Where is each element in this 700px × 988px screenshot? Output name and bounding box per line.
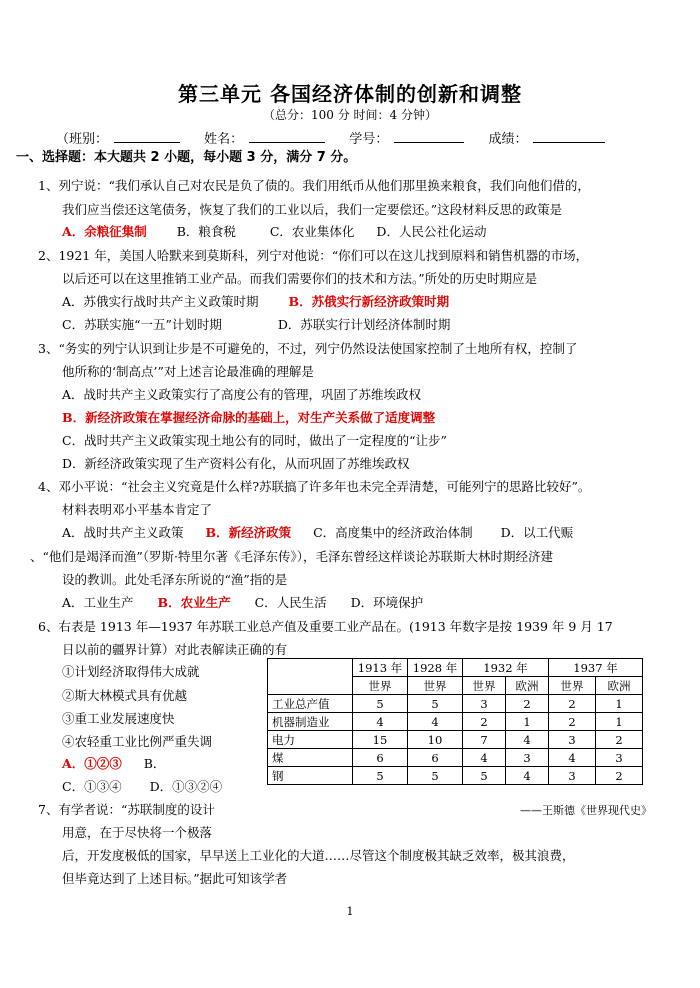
section-heading: 一、选择题：本大题共 2 小题，每小题 3 分，满分 7 分。 [16, 150, 357, 165]
name-label: 姓名： [204, 132, 244, 147]
table-scope-cell: 欧洲 [506, 677, 549, 695]
q7-line3: 后，开发度极低的国家，早早送上工业化的大道……尽管这个制度极其缺乏效率，极其浪费， [62, 848, 575, 863]
table-cell: 15 [353, 731, 408, 749]
q6-option-d: D．①③②④ [149, 779, 223, 794]
table-cell: 4 [408, 713, 463, 731]
q6-statement-4: ④农轻重工业比例严重失调 [62, 734, 213, 749]
q1-options [62, 224, 486, 240]
q6-statement-1: ①计划经济取得伟大成就 [62, 664, 200, 679]
q5-options [62, 595, 423, 611]
table-scope-cell: 欧洲 [596, 677, 643, 695]
table-row-label: 电力 [268, 731, 353, 749]
table-cell: 2 [549, 695, 596, 713]
table-cell: 5 [353, 695, 408, 713]
q5-option-a: A．工业生产 [62, 595, 134, 610]
q6-statement-2: ②斯大林模式具有优越 [62, 688, 188, 703]
table-row [268, 749, 643, 767]
table-year-cell: 1937 年 [549, 659, 643, 677]
table-cell: 2 [506, 695, 549, 713]
table-cell: 6 [353, 749, 408, 767]
q7-line2: 用意，在于尽快将一个极落 [62, 825, 213, 840]
class-blank [114, 130, 180, 143]
q6-options-ab [62, 756, 165, 772]
table-cell: 5 [353, 767, 408, 785]
table-corner-cell [268, 659, 353, 695]
table-scope-cell: 世界 [463, 677, 506, 695]
table-cell: 4 [549, 749, 596, 767]
score-blank [533, 130, 605, 143]
q4-options [62, 525, 573, 541]
table-cell: 3 [549, 767, 596, 785]
q2-option-b: B．苏俄实行新经济政策时期 [288, 294, 450, 309]
table-cell: 2 [596, 731, 643, 749]
page-title: 第三单元 各国经济体制的创新和调整 [178, 82, 522, 106]
q2-option-d: D．苏联实行计划经济体制时期 [277, 317, 451, 332]
table-row [268, 713, 643, 731]
q1-option-a: A．余粮征集制 [62, 224, 147, 239]
table-cell: 1 [596, 713, 643, 731]
q1-line2: 我们应当偿还这笔债务，恢复了我们的工业以后，我们一定要偿还。”这段材料反思的政策是 [62, 202, 563, 217]
table-cell: 4 [506, 731, 549, 749]
q5-option-c: C．人民生活 [254, 595, 327, 610]
table-cell: 10 [408, 731, 463, 749]
q3-option-a: A．战时共产主义政策实行了高度公有的管理，巩固了苏维埃政权 [62, 387, 422, 402]
q5-option-b: B．农业生产 [157, 595, 231, 610]
table-cell: 3 [506, 749, 549, 767]
q4-option-a: A．战时共产主义政策 [62, 525, 184, 540]
table-cell: 3 [596, 749, 643, 767]
table-year-row [268, 659, 643, 677]
table-cell: 5 [408, 695, 463, 713]
number-label: 学号： [349, 132, 389, 147]
q1-option-d: D．人民公社化运动 [376, 224, 487, 239]
q5-line1: 、“他们是竭泽而渔”（罗斯·特里尔著《毛泽东传》），毛泽东曾经这样谈论苏联斯大林时期经济建 [30, 549, 554, 564]
q3-option-b: B．新经济政策在掌握经济命脉的基础上，对生产关系做了适度调整 [62, 410, 436, 425]
table-scope-cell: 世界 [408, 677, 463, 695]
q3-line2: 他所称的‘制高点’”对上述言论最准确的理解是 [62, 364, 314, 379]
table-cell: 5 [463, 767, 506, 785]
table-cell: 7 [463, 731, 506, 749]
table-row-label: 机器制造业 [268, 713, 353, 731]
q4-line1: 4、邓小平说：“社会主义究竟是什么样?苏联搞了许多年也未完全弄清楚，可能列宁的思路比较好”。 [38, 479, 591, 494]
table-cell: 5 [408, 767, 463, 785]
table-year-cell: 1928 年 [408, 659, 463, 677]
table-row [268, 767, 643, 785]
q2-options-cd [62, 317, 450, 333]
table-cell: 1 [506, 713, 549, 731]
q4-option-d: D．以工代赈 [500, 525, 574, 540]
q2-option-c: C．苏联实施“一五”计划时期 [62, 317, 222, 332]
soviet-industry-table [267, 658, 643, 785]
q3-option-d: D．新经济政策实现了生产资料公有化，从而巩固了苏维埃政权 [62, 456, 410, 471]
page-subtitle: （总分：100 分 时间：4 分钟） [263, 108, 437, 122]
table-cell: 2 [596, 767, 643, 785]
table-cell: 3 [549, 731, 596, 749]
table-cell: 2 [463, 713, 506, 731]
table-cell: 2 [549, 713, 596, 731]
table-cell: 4 [506, 767, 549, 785]
q5-line2: 设的教训。此处毛泽东所说的“渔”指的是 [62, 572, 288, 587]
q1-option-c: C．农业集体化 [269, 224, 355, 239]
table-scope-cell: 世界 [353, 677, 408, 695]
table-cell: 4 [463, 749, 506, 767]
q1-option-b: B．粮食税 [176, 224, 236, 239]
class-label: （班别： [56, 132, 109, 147]
q7-line1: 7、有学者说：“苏联制度的设计 [38, 802, 215, 817]
q6-line2: 日以前的疆界计算）对此表解读正确的有 [62, 642, 288, 657]
name-blank [249, 130, 325, 143]
page-number: 1 [346, 905, 354, 918]
q7-line4: 但毕竟达到了上述目标。”据此可知该学者 [62, 871, 288, 886]
table-row [268, 731, 643, 749]
table-cell: 1 [596, 695, 643, 713]
q6-options-cd [62, 779, 222, 795]
q6-option-b: B． [143, 756, 166, 771]
table-row-label: 煤 [268, 749, 353, 767]
q4-option-b: B．新经济政策 [205, 525, 292, 540]
table-year-cell: 1932 年 [463, 659, 549, 677]
table-row-label: 工业总产值 [268, 695, 353, 713]
q4-line2: 材料表明邓小平基本肯定了 [62, 502, 213, 517]
table-source: ——王斯德《世界现代史》 [520, 804, 652, 817]
number-blank [394, 130, 464, 143]
q2-line2: 以后还可以在这里推销工业产品。而我们需要你们的技术和方法。”所处的历史时期应是 [62, 271, 538, 286]
table-row [268, 695, 643, 713]
q2-line1: 2、1921 年，美国人哈默来到莫斯科，列宁对他说：“你们可以在这儿找到原料和销售机器的市场， [38, 248, 589, 263]
q5-option-d: D．环境保护 [350, 595, 424, 610]
q2-options-ab [62, 294, 449, 310]
q3-line1: 3、“务实的列宁认识到让步是不可避免的，不过，列宁仍然设法使国家控制了土地所有权，控制了 [38, 341, 578, 356]
q6-statement-3: ③重工业发展速度快 [62, 711, 175, 726]
table-row-label: 钢 [268, 767, 353, 785]
table-cell: 4 [353, 713, 408, 731]
table-scope-cell: 世界 [549, 677, 596, 695]
q2-option-a: A．苏俄实行战时共产主义政策时期 [62, 294, 259, 309]
q6-option-c: C．①③④ [62, 779, 122, 794]
q3-option-c: C．战时共产主义政策实现土地公有的同时，做出了一定程度的“让步” [62, 433, 447, 448]
q6-option-a: A．①②③ [62, 756, 122, 771]
table-cell: 6 [408, 749, 463, 767]
student-info-fields [56, 128, 605, 147]
table-cell: 3 [463, 695, 506, 713]
q6-line1: 6、右表是 1913 年—1937 年苏联工业总产值及重要工业产品在。(1913 年数字是按 1939 年 9 月 17 [38, 619, 613, 634]
q1-line1: 1、列宁说：“我们承认自己对农民是负了债的。我们用纸币从他们那里换来粮食，我们向他们借的， [38, 178, 590, 193]
q4-option-c: C．高度集中的经济政治体制 [313, 525, 473, 540]
table-year-cell: 1913 年 [353, 659, 408, 677]
score-label: 成绩： [488, 132, 528, 147]
